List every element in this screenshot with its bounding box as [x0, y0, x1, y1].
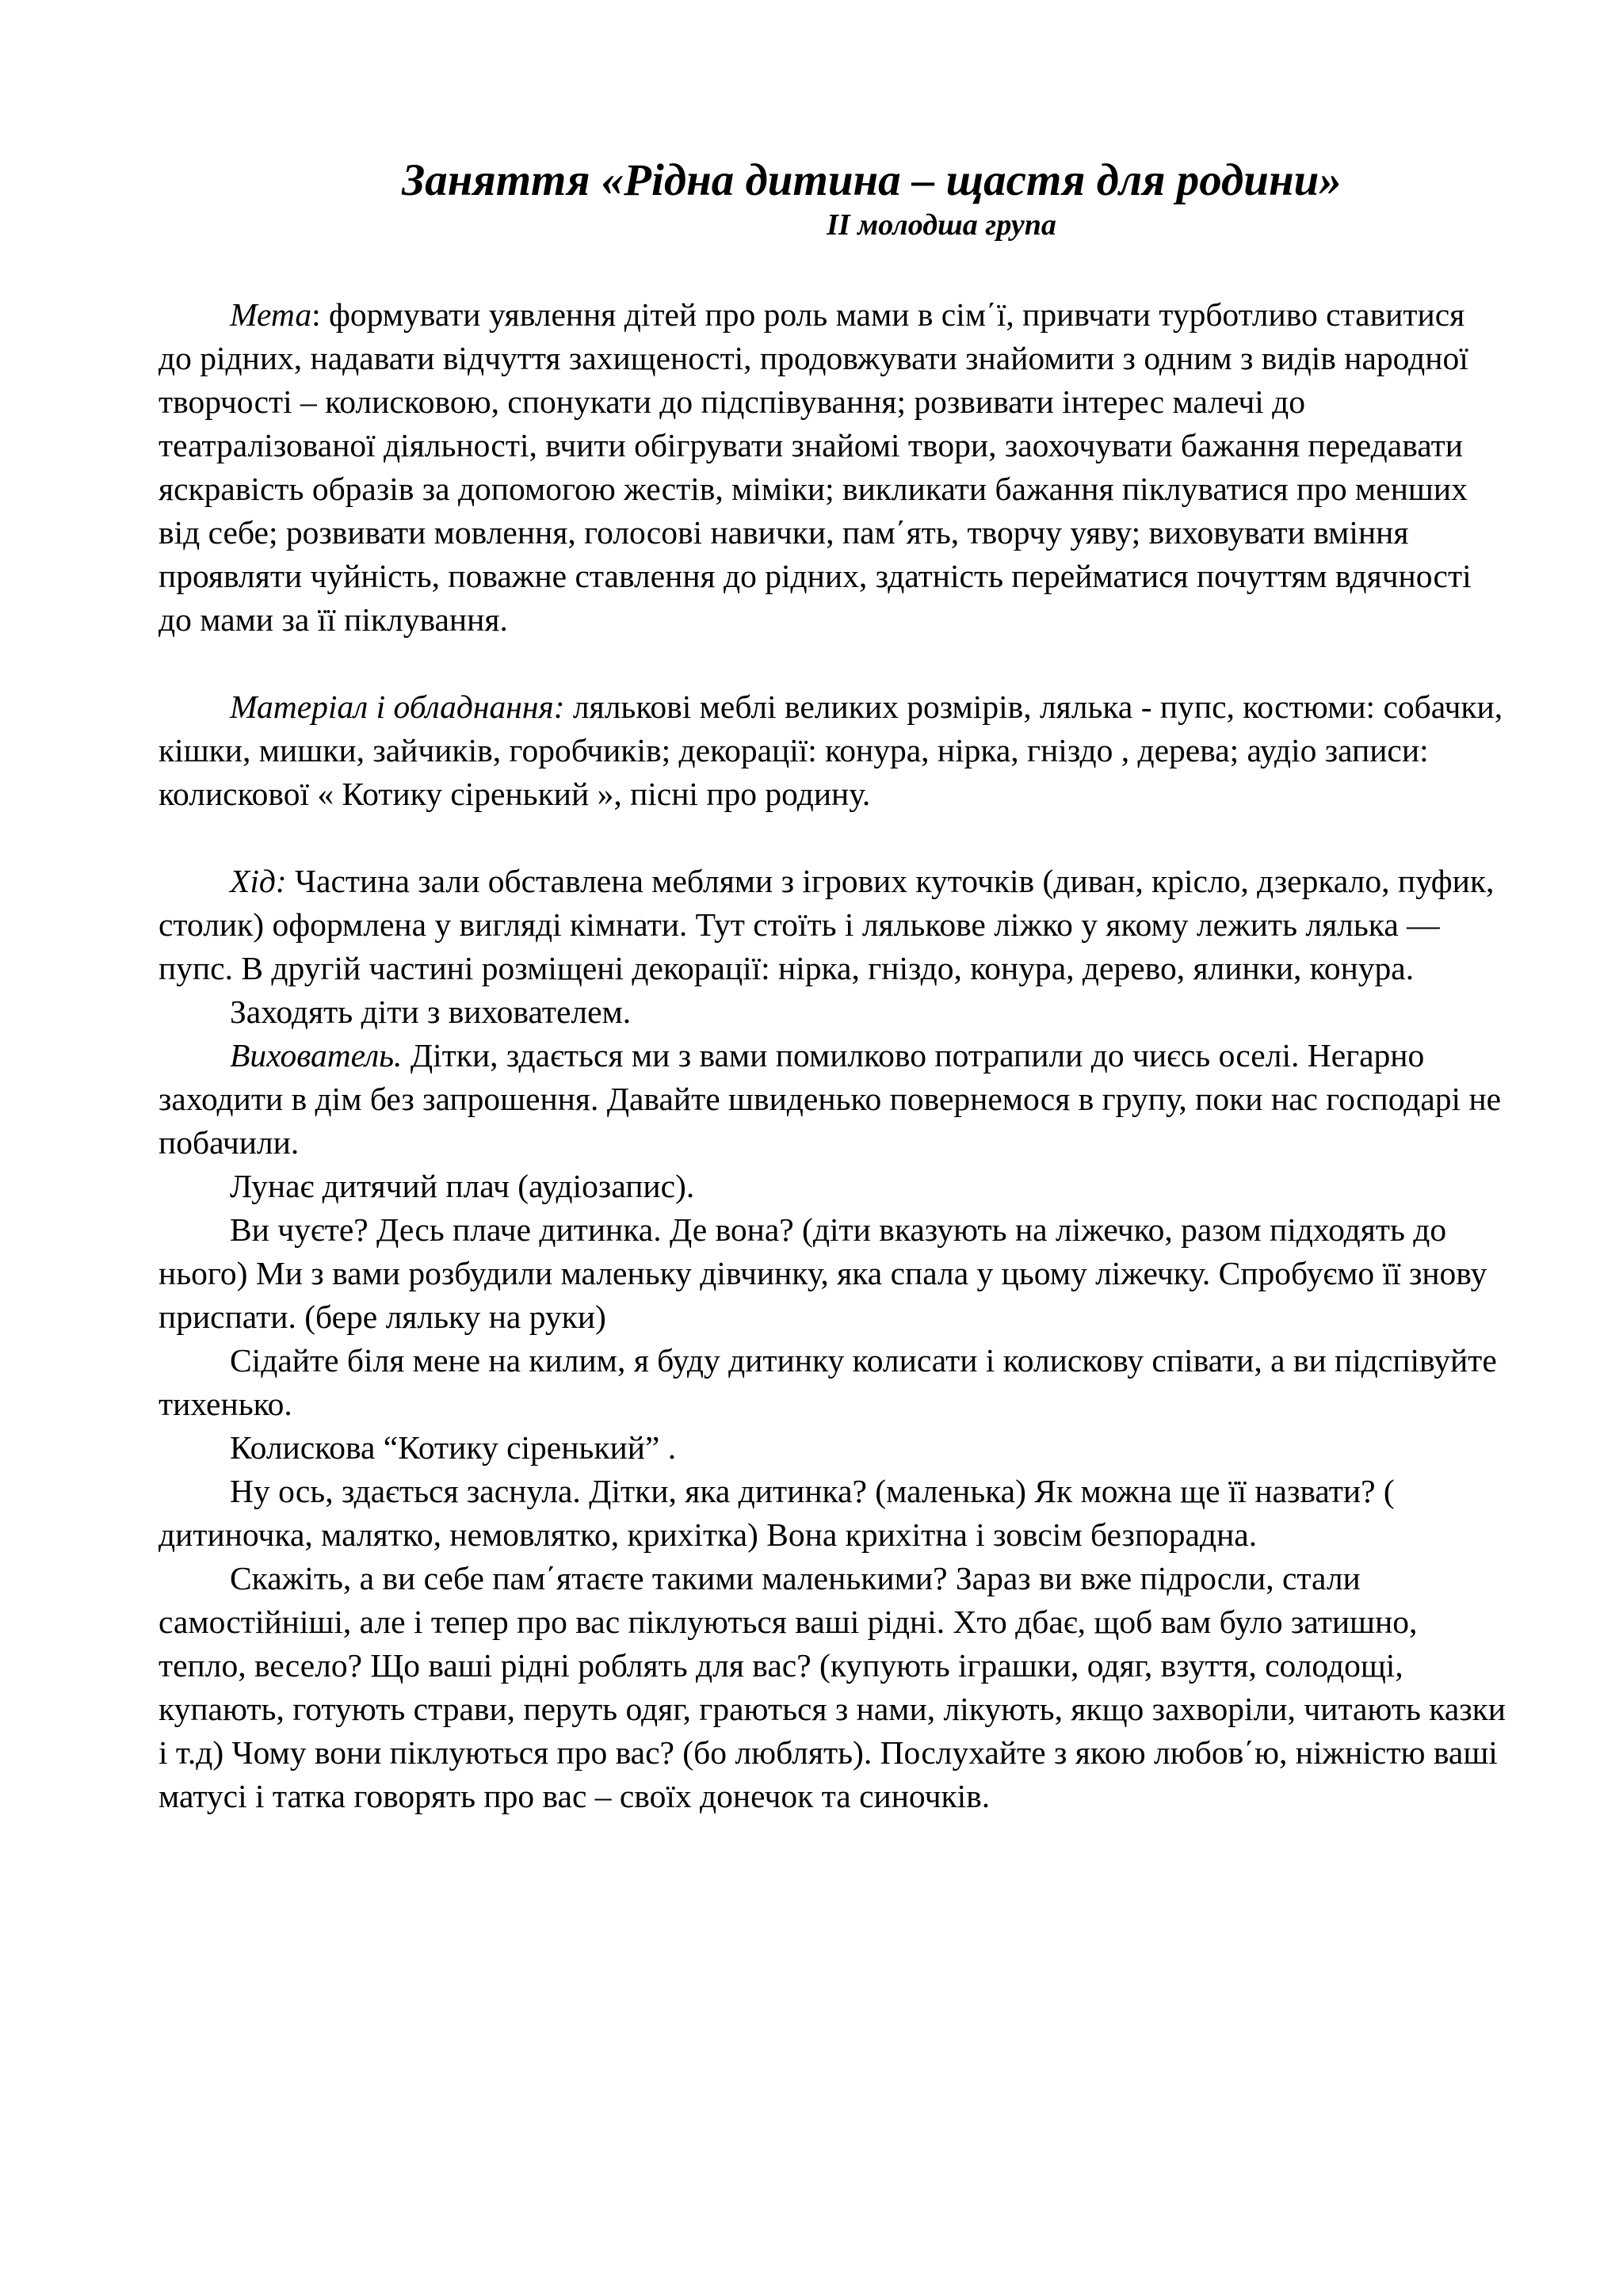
hear-paragraph: Ви чуєте? Десь плаче дитинка. Де вона? (діти вказують на ліжечко, разом підходять до нього) Ми з вами розбудили маленьку дівчинку, яка спала у цьому ліжечку. Спробуємо її знову приспати. (бере ляльку на руки) [158, 1211, 1487, 1335]
asleep-paragraph: Ну ось, здається заснула. Дітки, яка дитинка? (маленька) Як можна ще її назвати? ( дитиночка, малятко, немовлятко, крихітка) Вона крихітна і зовсім безпорадна. [158, 1473, 1395, 1553]
course-text: Частина зали обставлена меблями з ігрових куточків (диван, крісло, дзеркало, пуфик, столик) оформлена у вигляді кімнати. Тут стоїть і лялькове ліжко у якому лежить лялька — пупс. В другій частині розміщені декорації: нірка, гніздо, конура, дерево, ялинки, конура. [158, 863, 1495, 986]
course-paragraph [158, 860, 1506, 990]
goal-paragraph [158, 293, 1506, 642]
materials-paragraph [158, 685, 1506, 816]
cry-paragraph: Лунає дитячий плач (аудіозапис). [230, 1168, 695, 1204]
enter-paragraph: Заходять діти з вихователем. [230, 994, 632, 1030]
document-body [158, 293, 1506, 1818]
goal-label: Мета [230, 296, 312, 333]
page-subtitle: ІІ молодша група [827, 208, 1056, 242]
sit-paragraph: Сідайте біля мене на килим, я буду дитинку колисати і колискову співати, а ви підспівуйте тихенько. [158, 1342, 1497, 1422]
teacher-text: Дітки, здається ми з вами помилково потрапили до чиєсь оселі. Негарно заходити в дім без запрошення. Давайте швиденько повернемося в групу, поки нас господарі не побачили. [158, 1037, 1502, 1161]
teacher-label: Вихователь. [230, 1037, 403, 1074]
remember-paragraph: Скажіть, а ви себе пам΄ятаєте такими маленькими? Зараз ви вже підросли, стали самостійніші, але і тепер про вас піклуються ваші рідні. Хто дбає, щоб вам було затишно, тепло, весело? Що ваші рідні роблять для вас? (купують іграшки, одяг, взуття, солодощі, купають, готують страви, перуть одяг, граються з нами, лікують, якщо захворіли, читають казки і т.д) Чому вони піклуються про вас? (бо люблять). Послухайте з якою любов΄ю, ніжністю ваші матусі і татка говорять про вас – своїх донечок та синочків. [158, 1560, 1507, 1814]
teacher-paragraph [158, 1034, 1506, 1165]
materials-text: лялькові меблі великих розмірів, лялька - пупс, костюми: собачки, кішки, мишки, зайчиків, горобчиків; декорації: конура, нірка, гніздо , дерева; аудіо записи: колискової « Котику сіренький », пісні про родину. [158, 688, 1503, 812]
goal-text: : формувати уявлення дітей про роль мами в сім΄ї, привчати турботливо ставитися до рідних, надавати відчуття захищеності, продовжувати знайомити з одним з видів народної творчості – колисковою, спонукати до підспівування; розвивати інтерес малечі до театралізованої діяльності, вчити обігрувати знайомі твори, заохочувати бажання передавати яскравість образів за допомогою жестів, міміки; викликати бажання піклуватися про менших від себе; розвивати мовлення, голосові навички, пам΄ять, творчу уяву; виховувати вміння проявляти чуйність, поважне ставлення до рідних, здатність перейматися почуттям вдячності до мами за її піклування. [158, 296, 1472, 638]
materials-label: Матеріал і обладнання: [230, 688, 565, 725]
lullaby-paragraph: Колискова “Котику сіренький” . [230, 1429, 677, 1466]
header [158, 155, 1585, 244]
course-label: Хід: [230, 863, 287, 899]
page-title: Заняття «Рідна дитина – щастя для родини» [402, 155, 1342, 205]
